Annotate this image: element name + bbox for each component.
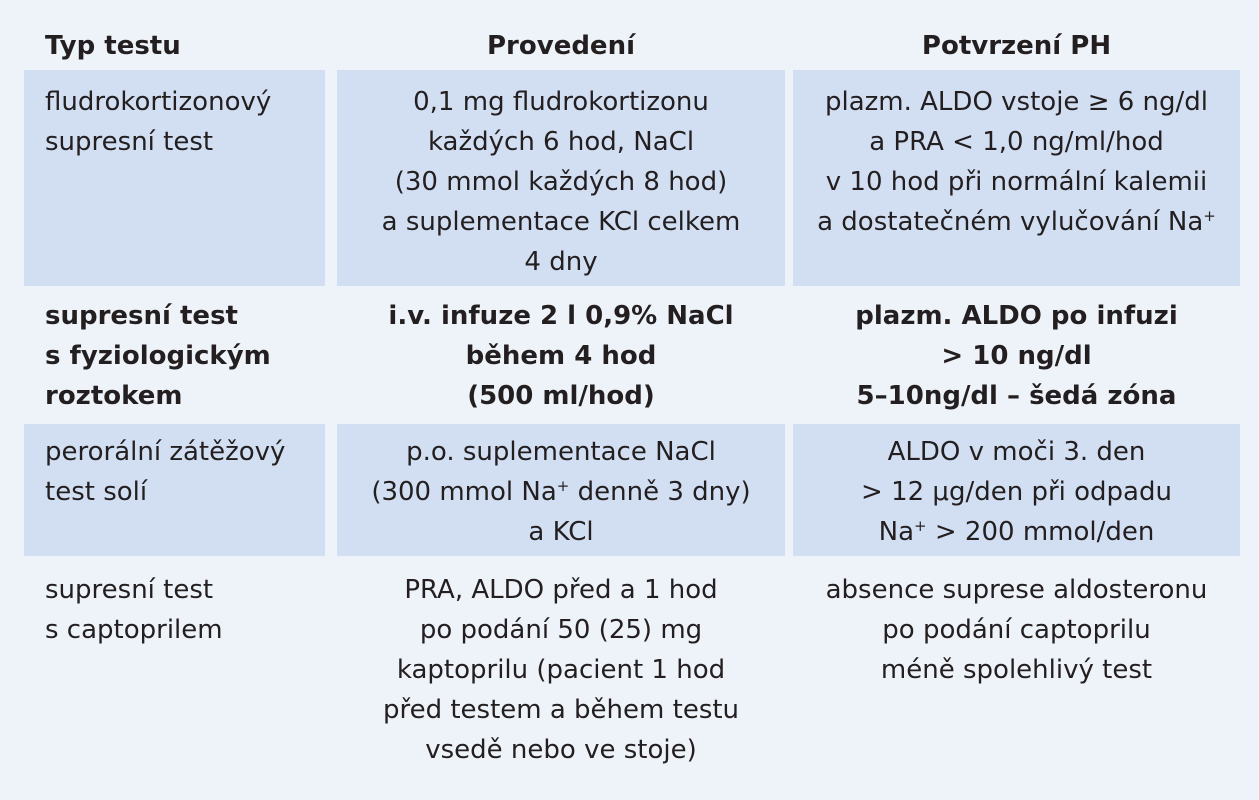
text-fragment: Na [878,517,915,547]
cell-procedure [337,70,785,286]
text-fragment: denně 3 dny) [569,477,751,507]
superscript-plus: + [914,517,927,535]
text-line: > 12 μg/den při odpadu [861,477,1172,507]
text-line: 4 dny [524,247,598,277]
text-line: plazm. ALDO po infuzi [855,301,1178,331]
text-line: plazm. ALDO vstoje ≥ 6 ng/dl [824,87,1209,117]
text-line: i.v. infuze 2 l 0,9% NaCl [388,301,734,331]
text-line: a KCl [528,517,594,547]
text-line: supresní test [45,301,238,331]
text-line: PRA, ALDO před a 1 hod [404,575,718,605]
text-line: fludrokortizonový [45,87,272,117]
table-row [0,288,1259,420]
text-line: ALDO v moči 3. den [887,437,1146,467]
cell-procedure [337,424,785,556]
table-header-row [0,24,1259,68]
table-row [0,424,1259,556]
text-fragment: a dostatečném vylučování Na [817,207,1204,237]
header-procedure: Provedení [487,31,635,61]
text-line: a PRA < 1,0 ng/ml/hod [869,127,1164,157]
text-line: supresní test [45,127,214,157]
text-line: během 4 hod [465,341,657,371]
text-line: 0,1 mg fludrokortizonu [413,87,709,117]
text-line: vsedě nebo ve stoje) [425,735,697,765]
text-line: před testem a během testu [382,695,740,725]
text-line: kaptoprilu (pacient 1 hod [396,655,726,685]
cell-confirmation [793,70,1240,286]
text-line: roztokem [45,381,183,411]
text-line: supresní test [45,575,214,605]
text-line: perorální zátěžový [45,437,286,467]
cell-procedure [337,288,785,416]
text-line: absence suprese aldosteronu [825,575,1208,605]
text-line: méně spolehlivý test [880,655,1153,685]
table-row [0,70,1259,286]
text-line: s captoprilem [45,615,223,645]
text-line [793,202,1240,242]
cell-confirmation [793,288,1240,416]
text-line: po podání 50 (25) mg [419,615,703,645]
text-line: v 10 hod při normální kalemii [825,167,1208,197]
text-line: a suplementace KCl celkem [381,207,741,237]
text-line: s fyziologickým [45,341,271,371]
text-line: > 10 ng/dl [941,341,1092,371]
cell-procedure [337,560,785,770]
text-line: po podání captoprilu [882,615,1151,645]
cell-test-type [45,560,325,650]
superscript-plus: + [1203,207,1216,225]
text-line: test solí [45,477,148,507]
text-line: p.o. suplementace NaCl [406,437,716,467]
text-fragment: > 200 mmol/den [926,517,1155,547]
cell-test-type [24,70,325,286]
text-line [337,472,785,512]
text-line: 5–10ng/dl – šedá zóna [856,381,1177,411]
header-confirmation: Potvrzení PH [921,31,1112,61]
table-row [0,560,1259,800]
cell-test-type [24,424,325,556]
text-fragment: (300 mmol Na [371,477,557,507]
cell-confirmation [793,424,1240,556]
text-line: (30 mmol každých 8 hod) [394,167,728,197]
cell-confirmation [793,560,1240,690]
text-line: (500 ml/hod) [467,381,655,411]
text-line [793,512,1240,552]
text-line: každých 6 hod, NaCl [427,127,695,157]
header-test-type: Typ testu [45,31,181,61]
cell-test-type [45,288,325,416]
superscript-plus: + [556,477,570,495]
